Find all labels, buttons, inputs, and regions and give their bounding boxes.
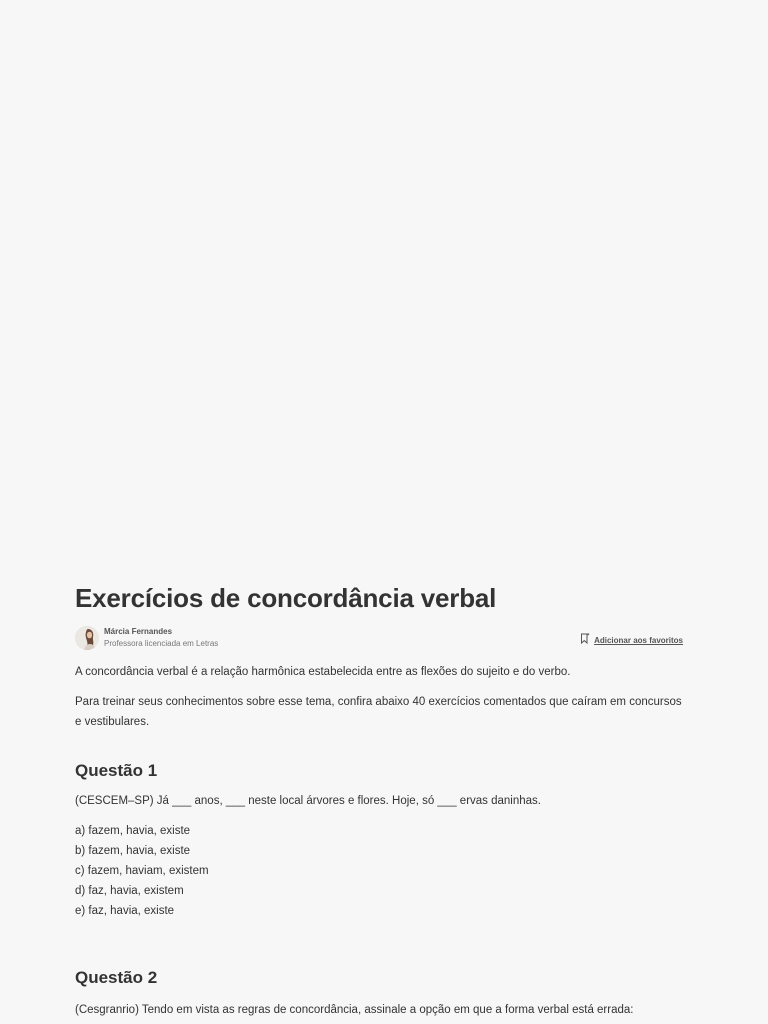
page-title: Exercícios de concordância verbal xyxy=(75,583,497,613)
question-title: Questão 2 xyxy=(75,968,158,987)
answer-option: d) faz, havia, existem xyxy=(75,885,184,897)
add-to-favorites-link[interactable] xyxy=(580,631,683,649)
question-title: Questão 1 xyxy=(75,761,158,780)
author-row xyxy=(75,624,685,654)
intro-paragraph: Para treinar seus conhecimentos sobre esse tema, confira abaixo 40 exercícios comentados que caíram em concursos e vestibulares. xyxy=(75,696,682,728)
add-to-favorites-label: Adicionar aos favoritos xyxy=(594,635,683,645)
author-role: Professora licenciada em Letras xyxy=(104,639,219,648)
avatar-portrait-icon xyxy=(75,626,99,650)
bookmark-icon xyxy=(580,631,590,649)
answer-option: a) fazem, havia, existe xyxy=(75,825,191,837)
answer-option: b) fazem, havia, existe xyxy=(75,845,191,857)
author-avatar[interactable] xyxy=(75,626,99,650)
author-info xyxy=(104,626,218,649)
intro-paragraph: A concordância verbal é a relação harmônica estabelecida entre as flexões do sujeito e do verbo. xyxy=(75,666,571,678)
question-stem: (Cesgranrio) Tendo em vista as regras de concordância, assinale a opção em que a forma verbal está errada: xyxy=(75,1004,634,1016)
answer-option: e) faz, havia, existe xyxy=(75,905,175,917)
question-stem: (CESCEM–SP) Já ___ anos, ___ neste local árvores e flores. Hoje, só ___ ervas daninhas. xyxy=(75,795,541,807)
answer-option: c) fazem, haviam, existem xyxy=(75,865,209,877)
answer-options xyxy=(75,821,685,921)
author-name[interactable]: Márcia Fernandes xyxy=(104,627,173,636)
article xyxy=(75,582,685,1020)
